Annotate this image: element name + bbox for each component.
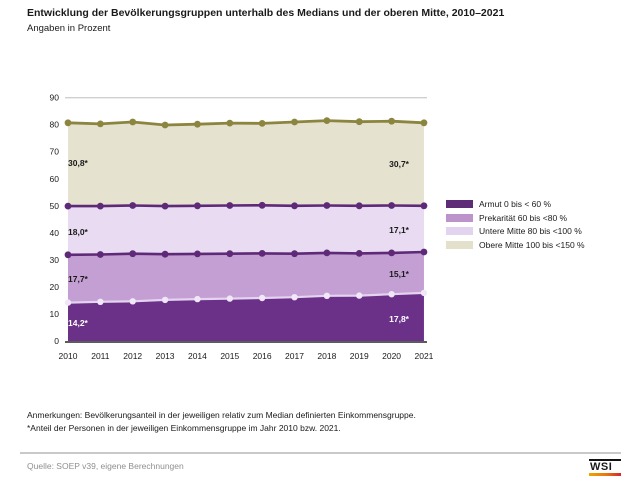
marker-3: [421, 202, 428, 209]
marker-4: [291, 119, 298, 126]
x-tick-label: 2014: [187, 351, 207, 361]
marker-3: [356, 202, 363, 209]
marker-2: [129, 250, 136, 257]
marker-2: [421, 249, 428, 256]
page-subtitle: Angaben in Prozent: [27, 23, 111, 34]
x-tick-label: 2019: [349, 351, 369, 361]
legend-item: [446, 197, 585, 211]
marker-2: [323, 250, 330, 257]
x-tick-label: 2011: [91, 351, 110, 361]
marker-3: [323, 202, 330, 209]
value-label: 17,7*: [68, 274, 88, 284]
marker-4: [388, 118, 395, 125]
legend-item: [446, 224, 585, 238]
marker-3: [259, 202, 266, 209]
value-label: 30,8*: [68, 158, 88, 168]
marker-1: [227, 295, 233, 301]
y-tick-label: 70: [49, 146, 59, 157]
marker-3: [194, 202, 201, 209]
legend-swatch: [446, 200, 473, 208]
x-tick-label: 2015: [220, 351, 240, 361]
source-text: Quelle: SOEP v39, eigene Berechnungen: [27, 461, 184, 471]
x-tick-label: 2010: [58, 351, 78, 361]
marker-1: [65, 299, 71, 305]
legend-label: Prekarität 60 bis <80 %: [479, 212, 568, 223]
page-title: Entwicklung der Bevölkerungsgruppen unterhalb des Medians und der oberen Mitte, 2010–2021: [27, 7, 505, 19]
y-tick-label: 90: [49, 92, 59, 103]
area-4: [68, 121, 424, 207]
value-label: 30,7*: [389, 159, 409, 169]
marker-1: [162, 297, 168, 303]
legend-swatch: [446, 241, 473, 249]
marker-4: [97, 121, 104, 128]
marker-4: [194, 121, 201, 128]
line-3: [68, 205, 424, 206]
marker-4: [162, 122, 169, 129]
x-tick-label: 2021: [414, 351, 434, 361]
marker-2: [194, 251, 201, 258]
marker-4: [226, 120, 233, 127]
chart-notes: [27, 409, 416, 435]
marker-2: [291, 250, 298, 257]
marker-1: [130, 298, 136, 304]
legend-item: [446, 211, 585, 225]
marker-3: [65, 203, 72, 210]
wsi-logo: [589, 459, 621, 476]
value-label: 18,0*: [68, 227, 88, 237]
x-tick-label: 2017: [285, 351, 304, 361]
y-tick-label: 50: [49, 200, 59, 211]
wsi-logo-colorbar: [589, 473, 621, 476]
marker-3: [97, 203, 104, 210]
marker-4: [259, 120, 266, 127]
marker-4: [421, 119, 428, 126]
marker-2: [97, 251, 104, 258]
marker-1: [356, 292, 362, 298]
marker-4: [65, 119, 72, 126]
marker-1: [388, 291, 394, 297]
value-label: 15,1*: [389, 269, 409, 279]
footer-divider: [20, 452, 621, 454]
marker-2: [226, 250, 233, 257]
marker-3: [388, 202, 395, 209]
marker-1: [291, 294, 297, 300]
x-tick-label: 2020: [382, 351, 402, 361]
y-tick-label: 0: [54, 336, 59, 346]
legend-swatch: [446, 214, 473, 222]
legend-item: [446, 238, 585, 252]
marker-2: [259, 250, 266, 257]
marker-3: [291, 202, 298, 209]
y-tick-label: 10: [49, 308, 59, 319]
marker-2: [65, 251, 72, 258]
marker-2: [356, 250, 363, 257]
notes-line-2: *Anteil der Personen in der jeweiligen Einkommensgruppe im Jahr 2010 bzw. 2021.: [27, 423, 341, 433]
area-3: [68, 205, 424, 255]
marker-2: [388, 250, 395, 257]
marker-3: [226, 202, 233, 209]
x-tick-label: 2012: [123, 351, 143, 361]
y-tick-label: 20: [49, 281, 59, 292]
marker-1: [324, 293, 330, 299]
y-tick-label: 80: [49, 119, 59, 130]
marker-4: [323, 117, 330, 124]
marker-3: [129, 202, 136, 209]
x-tick-label: 2016: [252, 351, 272, 361]
y-tick-label: 30: [49, 254, 59, 265]
legend-label: Untere Mitte 80 bis <100 %: [479, 226, 582, 237]
marker-1: [194, 296, 200, 302]
marker-1: [97, 299, 103, 305]
marker-4: [356, 118, 363, 125]
value-label: 17,8*: [389, 314, 409, 324]
y-tick-label: 60: [49, 173, 59, 184]
notes-line-1: Anmerkungen: Bevölkerungsanteil in der jeweiligen relativ zum Median definierten Einkommensgruppe.: [27, 410, 416, 420]
x-tick-label: 2013: [155, 351, 175, 361]
legend-label: Armut 0 bis < 60 %: [479, 198, 552, 209]
marker-3: [162, 203, 169, 210]
legend-label: Obere Mitte 100 bis <150 %: [479, 239, 585, 250]
x-tick-label: 2018: [317, 351, 337, 361]
value-label: 14,2*: [68, 318, 88, 328]
marker-4: [129, 119, 136, 126]
value-label: 17,1*: [389, 225, 409, 235]
legend-swatch: [446, 227, 473, 235]
y-tick-label: 40: [49, 227, 59, 238]
marker-2: [162, 251, 169, 258]
marker-1: [259, 295, 265, 301]
marker-1: [421, 290, 427, 296]
chart-legend: [446, 197, 585, 252]
wsi-logo-text: WSI: [590, 461, 613, 473]
